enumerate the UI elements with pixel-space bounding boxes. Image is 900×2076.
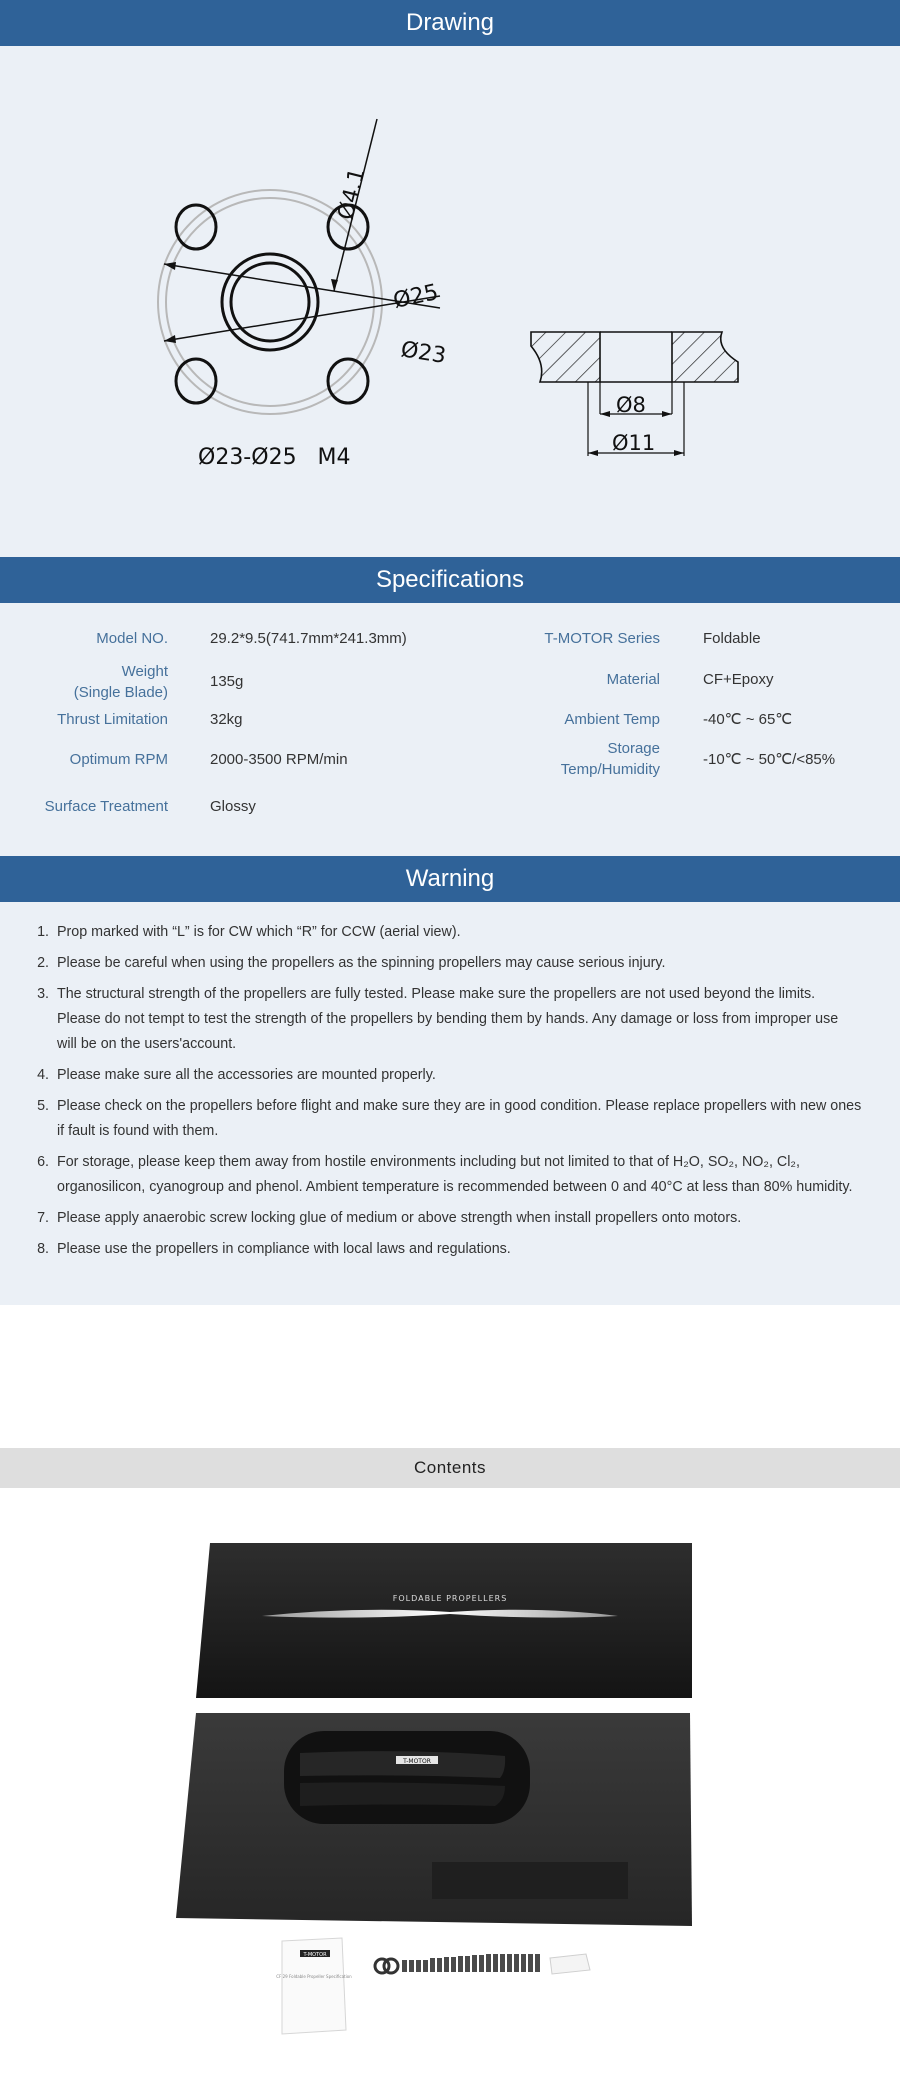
section-left [531, 332, 600, 382]
contents-photo [0, 1488, 900, 2070]
spec-value-storage: -10℃ ~ 50℃/<85% [703, 751, 836, 768]
specifications-header: Specifications [0, 557, 900, 603]
manual-title: CF 29 Foldable Propeller Specification [276, 1974, 352, 1979]
dim-11: Ø11 [612, 431, 656, 455]
product-box-illustration [0, 1488, 900, 2070]
center-ring-inner [231, 263, 309, 341]
warning-item: 8. Please use the propellers in compliance with local laws and regulations. [53, 1237, 862, 1262]
warning-header: Warning [0, 856, 900, 902]
spec-value-weight: 135g [210, 673, 244, 690]
spec-value-thrust: 32kg [210, 711, 243, 728]
warning-item: 7. Please apply anaerobic screw locking glue of medium or above strength when install propellers onto motors. [53, 1206, 862, 1231]
spec-label-model: Model NO. [96, 630, 168, 647]
warning-item: 1. Prop marked with “L” is for CW which “R” for CCW (aerial view). [53, 920, 862, 945]
warning-item: 3. The structural strength of the propellers are fully tested. Please make sure the propellers are not used beyond the limits. Please do not tempt to test the strength of the propellers by bending them by hands. Any damage or loss from improper use will be on the users'account. [53, 982, 862, 1057]
drawing-panel [0, 46, 900, 557]
warning-item: 2. Please be careful when using the propellers as the spinning propellers may cause serious injury. [53, 951, 862, 976]
accessory-slot [432, 1862, 628, 1899]
dim-4-1: Ø4.1 [333, 165, 371, 223]
specifications-panel [0, 603, 900, 856]
spec-label-storage: Storage Temp/Humidity [560, 740, 660, 778]
mount-hole-bottom-left [176, 359, 216, 403]
warning-item: 6. For storage, please keep them away from hostile environments including but not limited to that of H₂O, SO₂, NO₂, Cl₂, organosilicon, cyanogroup and phenol. Ambient temperature is recommended between 0 and 40°C at less than 80% humidity. [53, 1150, 862, 1200]
spec-label-rpm: Optimum RPM [69, 751, 168, 768]
spec-label-thrust: Thrust Limitation [57, 711, 168, 728]
dim-8: Ø8 [616, 393, 646, 417]
dim-bottom-label: Ø23-Ø25 M4 [198, 445, 351, 470]
screw-row [402, 1954, 540, 1972]
spec-value-ambient: -40℃ ~ 65℃ [703, 711, 793, 728]
outer-circle [158, 190, 382, 414]
spec-label-series: T-MOTOR Series [544, 630, 660, 647]
warning-panel [0, 902, 900, 1305]
inner-thin-circle [166, 198, 374, 406]
spec-value-rpm: 2000-3500 RPM/min [210, 751, 348, 768]
box-lid [196, 1543, 692, 1698]
drawing-header: Drawing [0, 0, 900, 46]
spec-value-model: 29.2*9.5(741.7mm*241.3mm) [210, 630, 407, 647]
spec-label-weight: Weight (Single Blade) [73, 663, 168, 701]
manual-brand: T-MOTOR [303, 1952, 327, 1958]
warning-list [38, 920, 862, 1262]
spec-label-surface: Surface Treatment [44, 798, 168, 815]
spec-value-surface: Glossy [210, 798, 256, 815]
spec-label-material: Material [606, 671, 660, 688]
technical-drawing [0, 46, 900, 557]
contents-header: Contents [0, 1448, 900, 1488]
lid-text: FOLDABLE PROPELLERS [392, 1594, 508, 1603]
dim-23: Ø23 [399, 337, 448, 370]
warning-item: 4. Please make sure all the accessories are mounted properly. [53, 1063, 862, 1088]
warning-item: 5. Please check on the propellers before flight and make sure they are in good condition. Please replace propellers with new ones if fault is found with them. [53, 1094, 862, 1144]
dim-25: Ø25 [391, 279, 441, 314]
spec-value-material: CF+Epoxy [703, 671, 774, 688]
spec-value-series: Foldable [703, 630, 761, 647]
center-ring-outer [222, 254, 318, 350]
section-right [672, 332, 738, 382]
blade-bottom [300, 1782, 505, 1806]
blade-brand: T-MOTOR [403, 1758, 431, 1765]
spacer [0, 1305, 900, 1448]
mount-hole-top-left [176, 205, 216, 249]
small-card [550, 1954, 590, 1974]
washer [384, 1959, 398, 1973]
spec-label-ambient: Ambient Temp [564, 711, 660, 728]
